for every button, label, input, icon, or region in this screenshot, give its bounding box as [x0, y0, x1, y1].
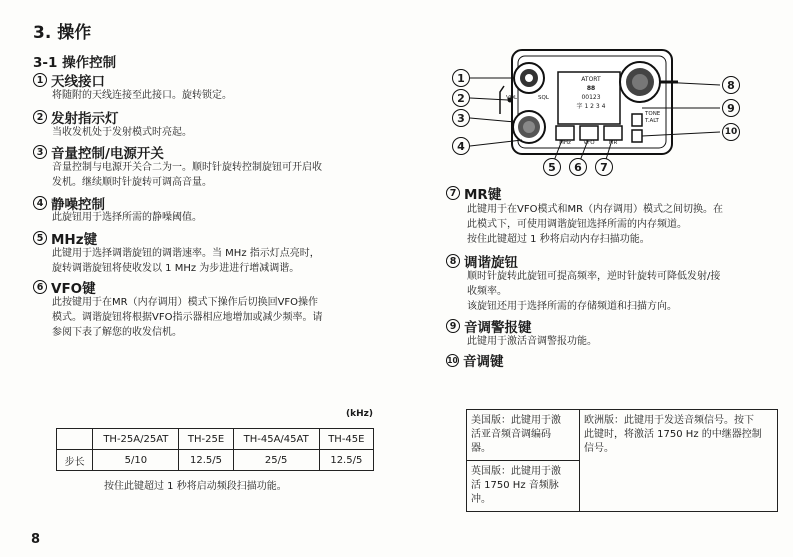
callout-9: 9 [722, 99, 740, 117]
subsection-title: 3-1 操作控制 [33, 55, 117, 71]
sql-label: SQL [538, 95, 549, 101]
region-cell-us [467, 410, 580, 461]
item-desc [467, 334, 597, 349]
item-heading-volume [33, 142, 164, 162]
table-cell: 12.5/5 [179, 450, 233, 471]
desc-line: 当收发机处于发射模式时亮起。 [52, 127, 192, 138]
cell-line: 器。 [471, 443, 491, 454]
tone-alert-button [632, 130, 642, 142]
item-title: 天线接口 [51, 74, 105, 90]
item-desc [52, 125, 192, 140]
cell-line: 冲。 [471, 494, 491, 505]
item-title: MHz键 [51, 232, 98, 248]
item-title: 静噪控制 [51, 197, 105, 213]
mr-button-label: MR [608, 140, 618, 146]
region-table [466, 409, 778, 512]
desc-line: 此旋钮用于选择所需的静噪阈值。 [52, 212, 202, 223]
desc-line: 发机。继续顺时针旋转可调高音量。 [52, 177, 212, 188]
cell-line: 欧洲版：此键用于发送音频信号。按下 [584, 415, 754, 426]
vol-label: VOL [506, 95, 518, 101]
callout-4: 4 [452, 137, 470, 155]
item-desc [52, 88, 232, 103]
number-badge: 10 [447, 355, 458, 365]
table-cell: 25/5 [233, 450, 319, 471]
table-note: 按住此键超过 1 秒将启动频段扫描功能。 [104, 481, 287, 492]
desc-line: 此按键用于在MR（内存调用）模式下操作后切换回VFO操作 [52, 297, 319, 308]
display-line: 字 1 2 3 4 [576, 103, 606, 110]
table-row [57, 450, 374, 471]
number-badge: 7 [446, 186, 460, 200]
number-badge: 5 [33, 231, 47, 245]
vfo-button-label: VFO [583, 140, 595, 146]
desc-line: 此模式下，可使用调谐旋钮选择所需的内存频道。 [467, 219, 687, 230]
region-cell-eu [580, 410, 778, 512]
item-desc [467, 269, 720, 314]
display-line: ATORT [581, 76, 601, 83]
desc-line: 将随附的天线连接至此接口。旋转锁定。 [52, 90, 232, 101]
number-badge: 2 [33, 110, 47, 124]
display-line: 88 [586, 85, 596, 92]
mhz-button [556, 126, 574, 140]
item-heading-tx-indicator [33, 107, 119, 127]
table-cell: 步长 [57, 450, 93, 471]
item-title: MR键 [464, 187, 502, 203]
display-line: 00123 [581, 94, 601, 101]
item-heading-mr [446, 183, 501, 203]
table-cell: TH-45E [319, 429, 373, 450]
callout-6: 6 [569, 158, 587, 176]
number-badge: 9 [446, 319, 460, 333]
item-desc [52, 160, 322, 190]
item-desc [52, 246, 320, 276]
tone-label-text: TONE [645, 111, 661, 117]
item-title: 发射指示灯 [51, 111, 119, 127]
table-unit: (kHz) [346, 409, 373, 419]
tone-label [645, 111, 660, 125]
item-heading-tuning-knob [446, 251, 518, 271]
cell-line: 活亚音频音调编码 [471, 429, 551, 440]
item-heading-tone [446, 350, 504, 370]
number-badge: 3 [33, 145, 47, 159]
item-heading-antenna [33, 70, 105, 90]
item-heading-vfo [33, 277, 96, 297]
desc-line: 音量控制与电源开关合二为一。顺时针旋转控制旋钮可开启收 [52, 162, 322, 173]
cell-line: 英国版：此键用于激 [471, 466, 561, 477]
item-desc [467, 202, 723, 247]
item-desc [52, 210, 202, 225]
desc-line: 模式。调谐旋钮将根据VFO指示器相应地增加或减少频率。请 [52, 312, 323, 323]
vfo-button [580, 126, 598, 140]
desc-line: 旋转调谐旋钮将使收发以 1 MHz 为步进进行增减调谐。 [52, 263, 300, 274]
talt-label-text: T.ALT [645, 118, 659, 124]
step-table [56, 428, 374, 471]
number-badge: 6 [33, 280, 47, 294]
region-cell-uk [467, 461, 580, 512]
item-title: 音调警报键 [464, 320, 532, 336]
item-desc [52, 295, 322, 340]
desc-line: 顺时针旋转此旋钮可提高频率，逆时针旋转可降低发射/接 [467, 271, 721, 282]
desc-line: 收频率。 [467, 286, 507, 297]
number-badge: 8 [446, 254, 460, 268]
page-number: 8 [31, 532, 41, 547]
item-title: VFO键 [51, 281, 96, 297]
table-row [467, 410, 778, 461]
number-badge: 1 [33, 73, 47, 87]
item-heading-tone-alert [446, 316, 532, 336]
cell-line: 此键时，将激活 1750 Hz 的中继器控制 [584, 429, 762, 440]
section-title: 3. 操作 [33, 23, 92, 43]
callout-8: 8 [722, 76, 740, 94]
item-title: 音量控制/电源开关 [51, 146, 164, 162]
desc-line: 参阅下表了解您的收发信机。 [52, 327, 182, 338]
table-cell: 12.5/5 [319, 450, 373, 471]
item-title: 调谐旋钮 [464, 255, 518, 271]
desc-line: 此键用于选择调谐旋钮的调谐速率。当 MHz 指示灯点亮时， [52, 248, 320, 259]
number-badge: 4 [33, 196, 47, 210]
callout-10: 10 [722, 123, 740, 141]
callout-2: 2 [452, 89, 470, 107]
callout-1: 1 [452, 69, 470, 87]
table-cell: 5/10 [93, 450, 179, 471]
item-title: 音调键 [463, 354, 504, 370]
mhz-button-label: MHz [559, 140, 571, 146]
mr-button [604, 126, 622, 140]
desc-line: 此键用于激活音调警报功能。 [467, 336, 597, 347]
callout-7: 7 [595, 158, 613, 176]
cell-line: 信号。 [584, 443, 614, 454]
cell-line: 活 1750 Hz 音频脉 [471, 480, 559, 491]
table-cell: TH-25E [179, 429, 233, 450]
display-text [560, 75, 622, 111]
table-header-row [57, 429, 374, 450]
desc-line: 此键用于在VFO模式和MR（内存调用）模式之间切换。在 [467, 204, 724, 215]
tone-button [632, 114, 642, 126]
item-heading-mhz [33, 228, 97, 248]
table-cell: TH-45A/45AT [233, 429, 319, 450]
table-cell [57, 429, 93, 450]
desc-line: 该旋钮还用于选择所需的存储频道和扫描方向。 [467, 301, 677, 312]
table-cell: TH-25A/25AT [93, 429, 179, 450]
desc-line: 按住此键超过 1 秒将启动内存扫描功能。 [467, 234, 650, 245]
callout-5: 5 [543, 158, 561, 176]
cell-line: 美国版：此键用于激 [471, 415, 561, 426]
callout-3: 3 [452, 109, 470, 127]
